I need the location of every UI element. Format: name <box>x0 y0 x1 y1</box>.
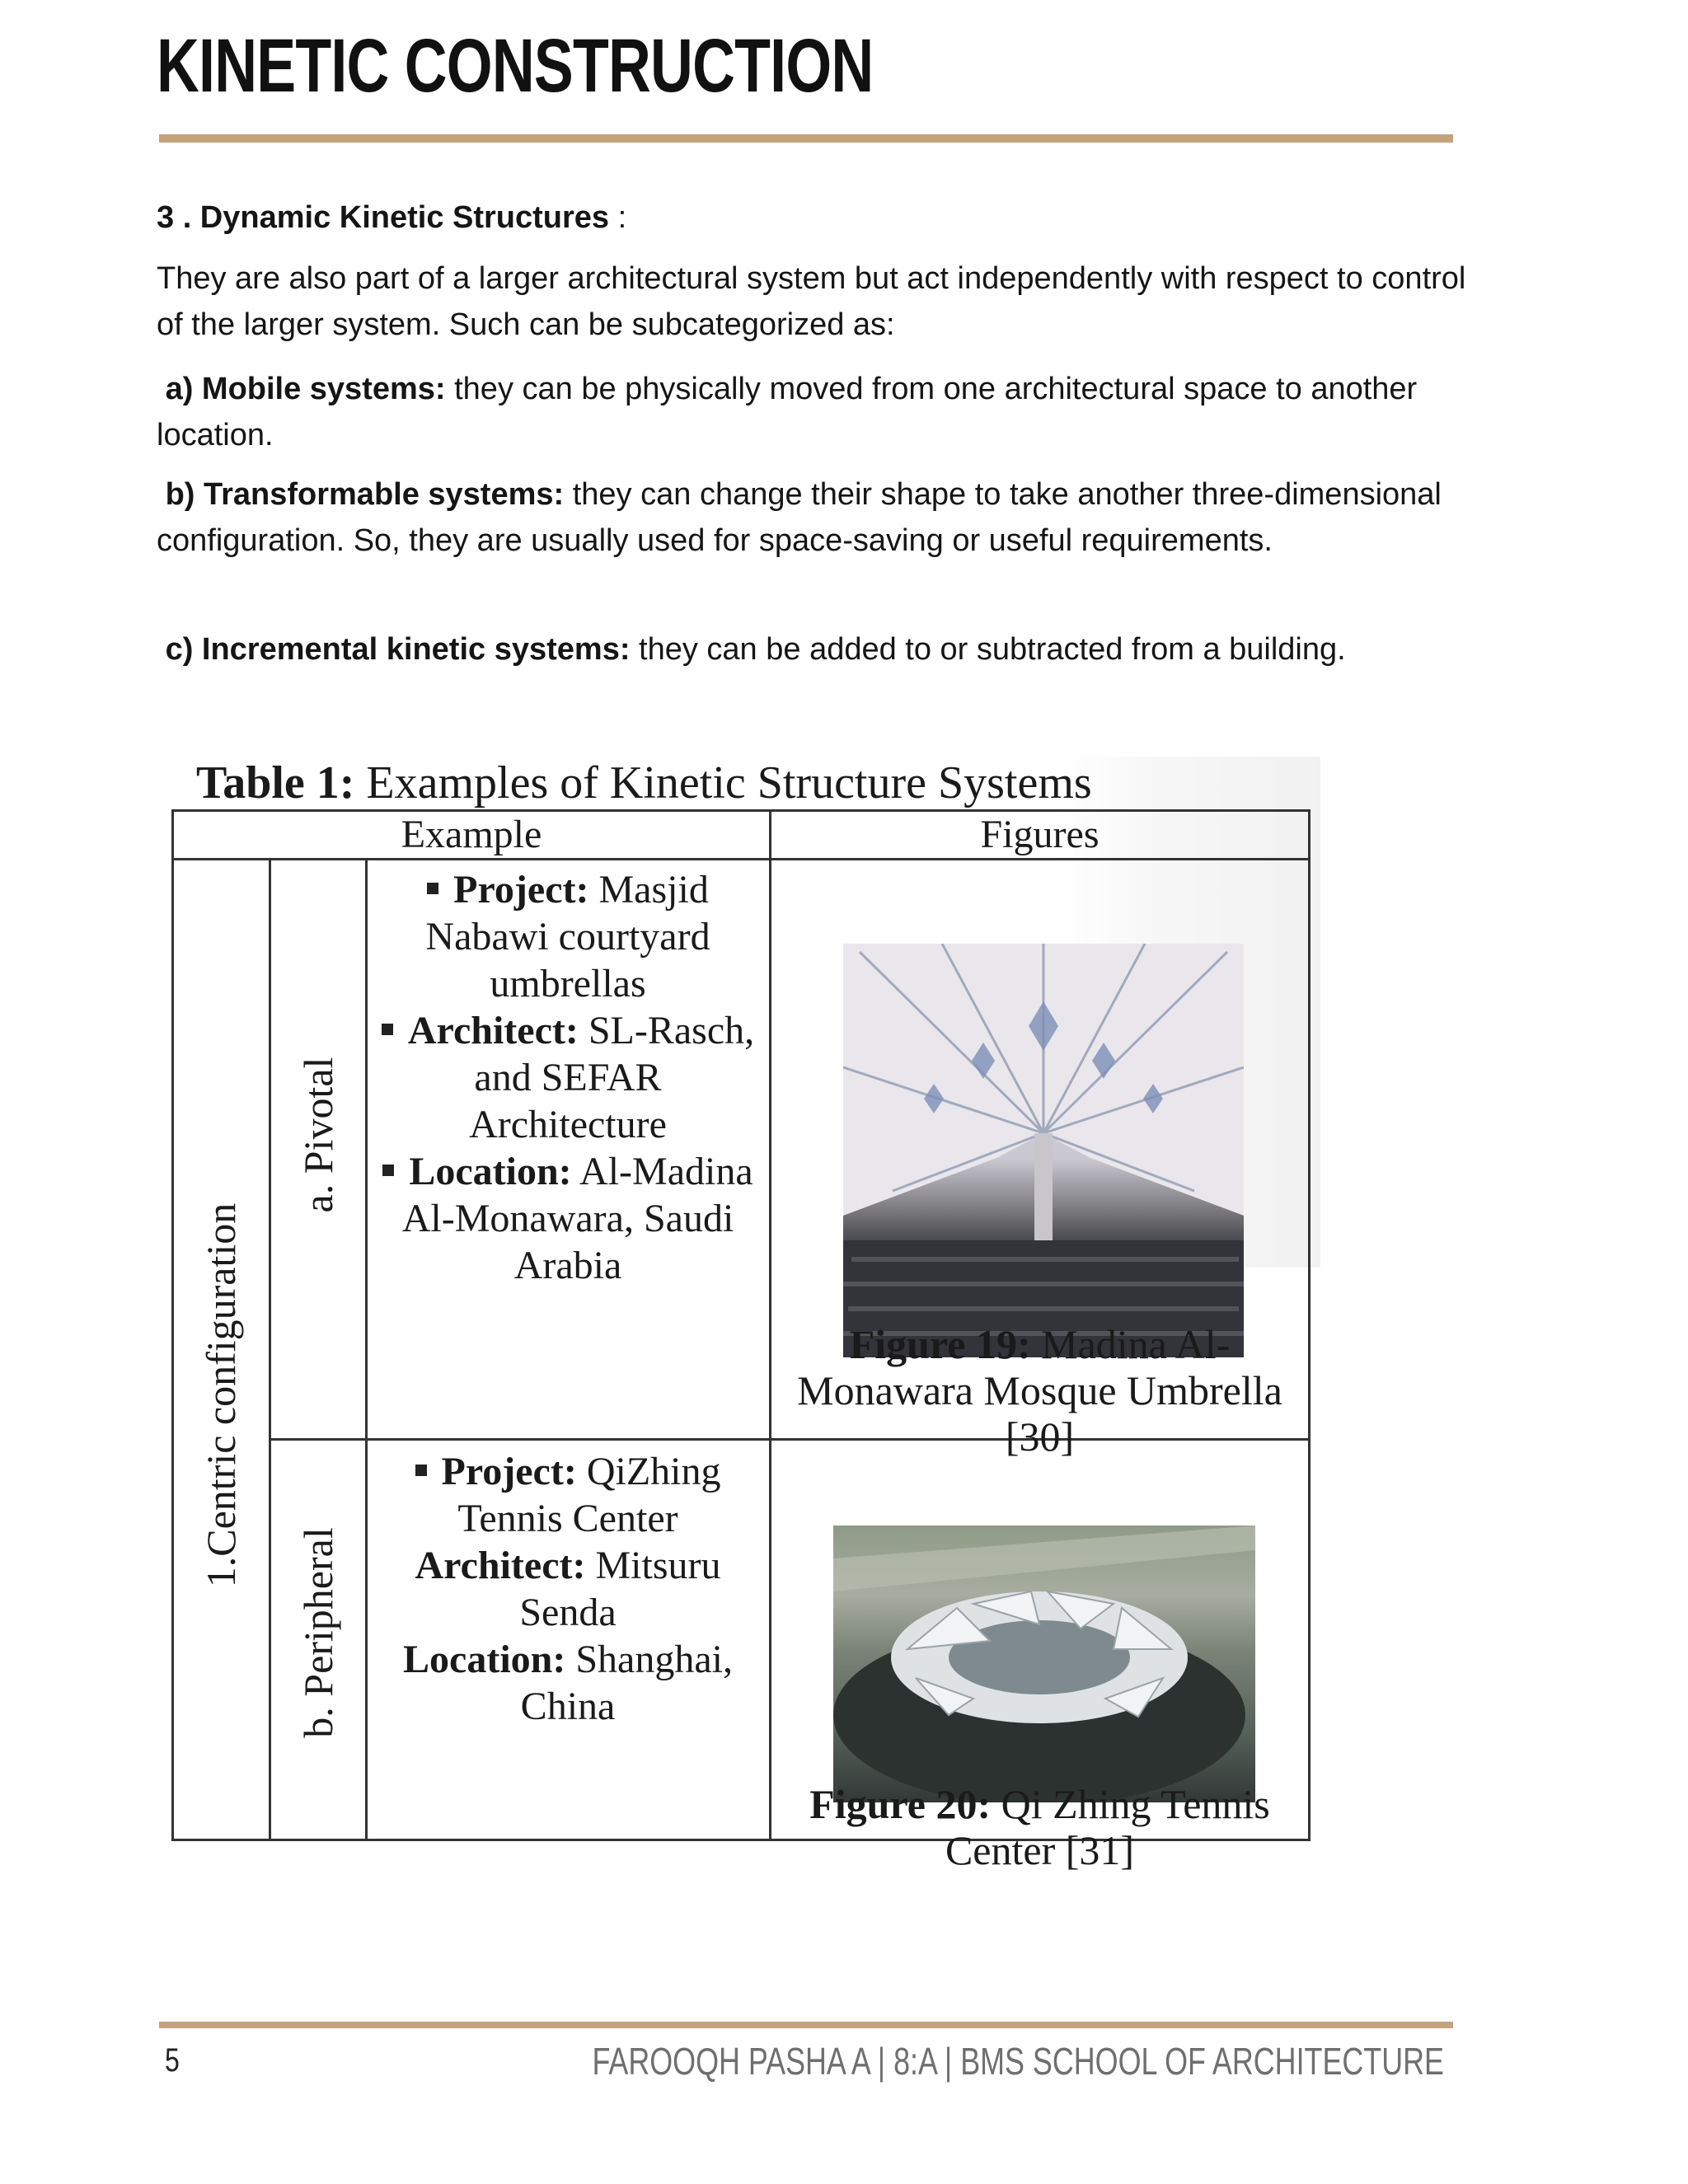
table-group-divider <box>269 860 271 1839</box>
list-item <box>372 1636 764 1730</box>
figure-caption-19 <box>771 1321 1308 1460</box>
list-item <box>372 866 764 1007</box>
field-label: Project: <box>441 1450 577 1493</box>
section-heading-suffix: : <box>609 200 627 235</box>
table-image <box>165 757 1320 1873</box>
kinetic-systems-table <box>171 809 1311 1873</box>
field-label: Location: <box>409 1150 572 1193</box>
list-item-label: c) Incremental kinetic systems: <box>165 632 631 667</box>
field-value: SL-Rasch, and SEFAR Architecture <box>469 1009 755 1146</box>
page-title: KINETIC CONSTRUCTION <box>157 24 874 108</box>
list-item <box>157 366 1492 458</box>
figure-label: Figure 20: <box>809 1781 992 1827</box>
field-value: Masjid Nabawi courtyard umbrellas <box>425 868 710 1005</box>
list-item <box>372 1148 764 1289</box>
list-item-label: b) Transformable systems: <box>165 477 565 512</box>
table-caption-text: Examples of Kinetic Structure Systems <box>354 757 1092 808</box>
table-caption <box>196 757 1092 809</box>
field-value: Shanghai, China <box>520 1638 733 1728</box>
field-label: Project: <box>453 868 589 912</box>
section-heading <box>157 194 1492 241</box>
header-rule <box>159 134 1453 143</box>
figure-text: Madina Al-Monawara Mosque Umbrella [30] <box>797 1321 1282 1460</box>
type-label-pivotal: a. Pivotal <box>295 1057 341 1213</box>
umbrella-photo <box>843 944 1244 1357</box>
footer-rule <box>159 2022 1453 2028</box>
field-value: Mitsuru Senda <box>519 1544 721 1634</box>
page-number: 5 <box>165 2042 180 2079</box>
figure-text: Qi Zhing Tennis Center [31] <box>945 1781 1270 1873</box>
example-pivotal <box>372 866 764 1289</box>
list-item-text: they can be physically moved from one architectural space to another location. <box>157 372 1418 452</box>
table-type-divider <box>365 860 368 1839</box>
header-figures: Figures <box>980 813 1100 856</box>
field-value: QiZhing Tennis Center <box>457 1450 721 1540</box>
table-header-divider <box>174 858 1308 860</box>
list-item <box>157 471 1492 564</box>
bullet-icon <box>427 883 438 894</box>
type-label-peripheral: b. Peripheral <box>295 1527 341 1738</box>
group-label: 1.Centric configuration <box>198 1202 244 1588</box>
figure-caption-20 <box>771 1781 1308 1873</box>
list-item-label: a) Mobile systems: <box>165 372 446 406</box>
list-item <box>372 1007 764 1148</box>
list-item <box>372 1542 764 1636</box>
field-label: Architect: <box>407 1009 579 1052</box>
field-label: Location: <box>403 1638 566 1681</box>
tennis-center-photo <box>833 1526 1255 1802</box>
list-item <box>157 626 1492 673</box>
figure-label: Figure 19: <box>849 1321 1031 1367</box>
example-peripheral <box>372 1448 764 1730</box>
intro-paragraph <box>157 255 1492 348</box>
intro-text: They are also part of a larger architectural system but act independently with respect to control of the larger system. Such can be subcategorized as: <box>157 261 1466 342</box>
field-label: Architect: <box>415 1544 586 1587</box>
footer-credit: FAROOQH PASHA A | 8:A | BMS SCHOOL OF ARCHITECTURE <box>592 2040 1444 2083</box>
umbrella-image <box>843 944 1244 1357</box>
list-item-text: they can be added to or subtracted from a building. <box>630 632 1346 667</box>
section-heading-text: 3 . Dynamic Kinetic Structures <box>157 200 610 235</box>
field-value: Al-Madina Al-Monawara, Saudi Arabia <box>401 1150 753 1287</box>
bullet-icon <box>382 1165 394 1176</box>
list-item <box>372 1448 764 1542</box>
tennis-center-image <box>833 1526 1255 1802</box>
table-caption-label: Table 1: <box>196 757 355 808</box>
list-item-text: they can change their shape to take another three-dimensional configuration. So, they are usually used for space-saving or useful requirements. <box>157 477 1442 558</box>
bullet-icon <box>415 1465 427 1476</box>
bullet-icon <box>382 1024 393 1035</box>
header-example: Example <box>401 813 542 856</box>
